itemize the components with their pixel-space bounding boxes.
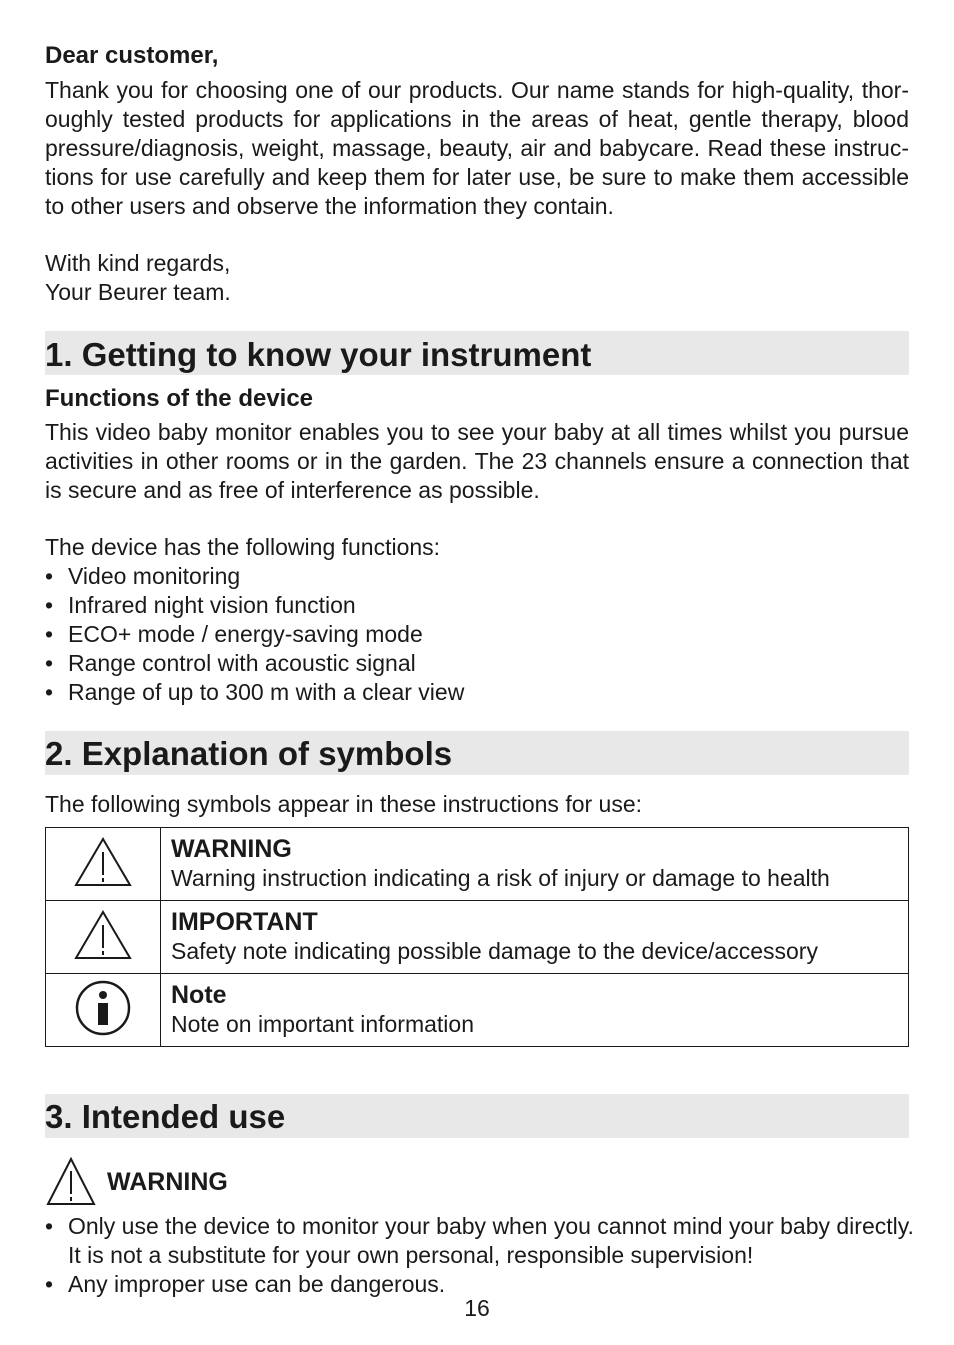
- symbol-desc-cell: [161, 901, 909, 974]
- list-item-text: Only use the device to monitor your baby when you cannot mind your baby directly.: [68, 1213, 914, 1239]
- symbol-title: WARNING: [171, 835, 292, 863]
- intro-line: Thank you for choosing one of our products. Our name stands for high-quality, thor-: [45, 77, 909, 103]
- symbol-desc-cell: [161, 828, 909, 901]
- list-item: [45, 649, 915, 678]
- salutation: Dear customer,: [45, 42, 219, 69]
- table-row: [46, 828, 909, 901]
- list-item-text: Range of up to 300 m with a clear view: [68, 679, 465, 705]
- list-item-text: Video monitoring: [68, 563, 241, 589]
- list-item: [45, 620, 915, 649]
- intro-line: oughly tested products for applications in the areas of heat, gentle therapy, blood: [45, 106, 909, 132]
- intended-use-list: [45, 1212, 915, 1299]
- symbol-text: Note on important information: [171, 1011, 474, 1037]
- symbols-intro: The following symbols appear in these instructions for use:: [45, 791, 643, 817]
- list-item-text: ECO+ mode / energy-saving mode: [68, 621, 423, 647]
- list-item: [45, 562, 915, 591]
- section-1-title: 1. Getting to know your instrument: [45, 336, 592, 373]
- bullet-icon: •: [45, 679, 54, 705]
- list-item: [45, 591, 915, 620]
- table-row: [46, 901, 909, 974]
- bullet-icon: •: [45, 592, 54, 618]
- symbol-icon-cell: [46, 828, 161, 901]
- symbol-icon-cell: [46, 901, 161, 974]
- functions-intro: The device has the following functions:: [45, 534, 441, 560]
- section-1-line: is secure and as free of interference as possible.: [45, 477, 540, 503]
- warning-label: WARNING: [107, 1168, 228, 1196]
- warning-triangle-icon: [73, 909, 133, 961]
- functions-list: [45, 562, 915, 707]
- bullet-icon: •: [45, 1271, 54, 1297]
- closing-signature: Your Beurer team.: [45, 279, 231, 305]
- section-1-line: activities in other rooms or in the garden. The 23 channels ensure a connection that: [45, 448, 909, 474]
- symbol-text: Warning instruction indicating a risk of injury or damage to health: [171, 865, 830, 891]
- symbol-title: IMPORTANT: [171, 908, 318, 936]
- intro-line: to other users and observe the information they contain.: [45, 193, 614, 219]
- bullet-icon: •: [45, 650, 54, 676]
- intro-line: pressure/diagnosis, weight, massage, beauty, air and babycare. Read these instruc-: [45, 135, 909, 161]
- info-icon: [74, 979, 132, 1037]
- section-2-title: 2. Explanation of symbols: [45, 735, 453, 772]
- symbol-icon-cell: [46, 974, 161, 1047]
- intro-paragraph: [45, 76, 909, 221]
- list-item-text: It is not a substitute for your own personal, responsible supervision!: [68, 1242, 754, 1268]
- table-row: [46, 974, 909, 1047]
- symbol-title: Note: [171, 981, 227, 1009]
- bullet-icon: •: [45, 1213, 54, 1239]
- list-item-text: Any improper use can be dangerous.: [68, 1271, 446, 1297]
- section-1-paragraph: [45, 418, 909, 505]
- symbols-table: [45, 827, 909, 1047]
- page-number: 16: [464, 1295, 490, 1321]
- list-item-text: Range control with acoustic signal: [68, 650, 416, 676]
- bullet-icon: •: [45, 563, 54, 589]
- symbol-text: Safety note indicating possible damage to the device/accessory: [171, 938, 818, 964]
- list-item: [45, 1212, 915, 1270]
- intro-line: tions for use carefully and keep them for later use, be sure to make them accessible: [45, 164, 909, 190]
- closing-regards: With kind regards,: [45, 250, 231, 276]
- list-item: [45, 678, 915, 707]
- section-3-title: 3. Intended use: [45, 1098, 286, 1135]
- warning-triangle-icon: [73, 836, 133, 888]
- warning-triangle-icon: [45, 1156, 97, 1208]
- section-1-line: This video baby monitor enables you to see your baby at all times whilst you pursue: [45, 419, 909, 445]
- symbol-desc-cell: [161, 974, 909, 1047]
- section-1-subtitle: Functions of the device: [45, 385, 314, 412]
- bullet-icon: •: [45, 621, 54, 647]
- list-item-text: Infrared night vision function: [68, 592, 356, 618]
